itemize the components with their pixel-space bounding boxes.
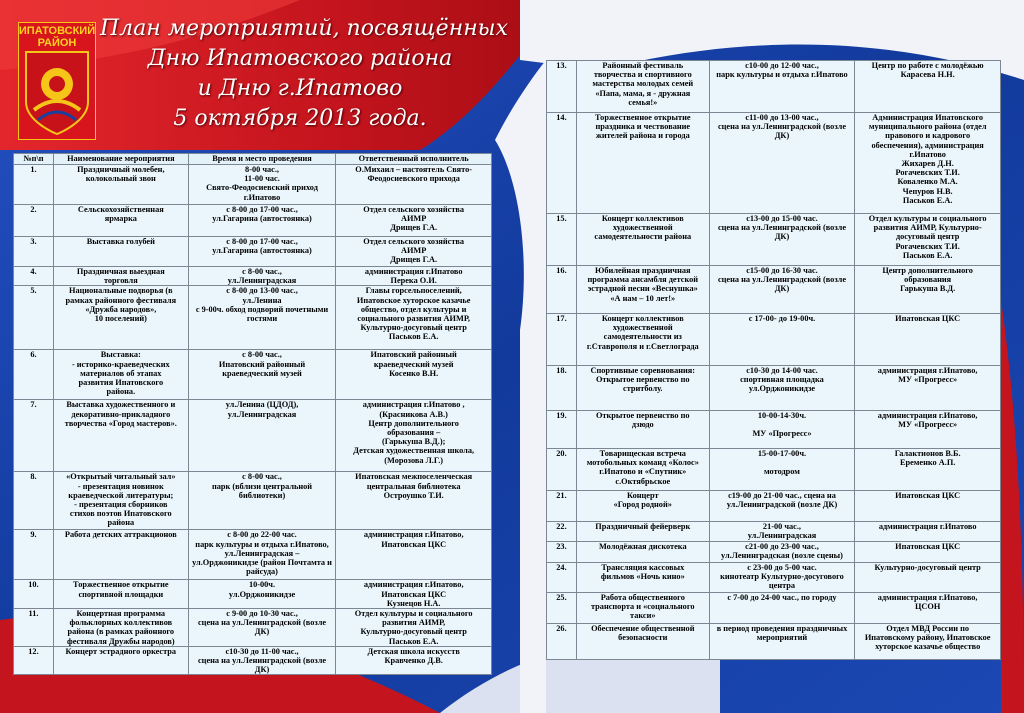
cell-responsible: Культурно-досуговый центр <box>855 563 1001 593</box>
table-row <box>547 61 1001 113</box>
table-row <box>547 113 1001 214</box>
cell-event-name: «Открытый читальный зал» - презентация новинок краеведческой литературы; - презентация сборников стихов поэтов Ипатовского района <box>53 472 188 530</box>
cell-time-place: ул.Ленина (ЦДОД), ул.Ленинградская <box>188 400 336 472</box>
title-line: 5 октября 2013 года. <box>173 106 427 131</box>
cell-responsible: администрация г.Ипатово <box>855 522 1001 542</box>
events-table-left <box>13 153 492 675</box>
cell-number: 1. <box>14 165 54 205</box>
table-row <box>14 237 492 267</box>
cell-responsible: Центр дополнительного образования Гарькуша В.Д. <box>855 266 1001 314</box>
cell-number: 2. <box>14 205 54 237</box>
cell-responsible: О.Михаил – настоятель Свято- Феодосиевского прихода <box>336 165 492 205</box>
cell-event-name: Концертная программа фольклорных коллективов района (в рамках районного фестиваля Дружбы народов) <box>53 609 188 647</box>
table-row <box>547 491 1001 522</box>
cell-event-name: Работа детских аттракционов <box>53 530 188 580</box>
cell-event-name: Трансляция кассовых фильмов «Ночь кино» <box>576 563 709 593</box>
cell-number: 10. <box>14 580 54 609</box>
cell-number: 5. <box>14 286 54 350</box>
cell-responsible: администрация г.Ипатово, Ипатовская ЦКС Кузнецов Н.А. <box>336 580 492 609</box>
cell-time-place: с 8-00 час., ул.Ленинградская <box>188 267 336 286</box>
cell-event-name: Выставка голубей <box>53 237 188 267</box>
table-row <box>547 314 1001 366</box>
table-row <box>14 580 492 609</box>
cell-responsible: Детская школа искусств Кравченко Д.В. <box>336 646 492 675</box>
cell-event-name: Юбилейная праздничная программа ансамбля детской эстрадной песни «Веснушка» «А нам – 10 лет!» <box>576 266 709 314</box>
table-row <box>547 624 1001 660</box>
cell-responsible: Отдел культуры и социального развития АИМР, Культурно-досуговый центр Паськов Е.А. <box>336 609 492 647</box>
cell-time-place: 21-00 час., ул.Ленинградская <box>709 522 855 542</box>
table-row <box>14 400 492 472</box>
header-number: №п\п <box>14 154 54 165</box>
cell-responsible: Отдел МВД России по Ипатовскому району, Ипатовское хуторское казачье общество <box>855 624 1001 660</box>
cell-responsible: Администрация Ипатовского муниципального района (отдел правового и кадрового обеспечения), администрация г.Ипатово Жихарев Д.Н. Рогачевских Т.И. Коваленко М.А. Чепуров Н.В. Паськов Е.А. <box>855 113 1001 214</box>
cell-time-place: с15-00 до 16-30 час. сцена на ул.Ленинградской (возле ДК) <box>709 266 855 314</box>
cell-time-place: с 8-00 до 13-00 час., ул.Ленина с 9-00ч. обход подворий почетными гостями <box>188 286 336 350</box>
table-row <box>14 165 492 205</box>
cell-number: 16. <box>547 266 577 314</box>
cell-event-name: Концерт эстрадного оркестра <box>53 646 188 675</box>
table-header-row <box>14 154 492 165</box>
cell-event-name: Концерт коллективов художественной самодеятельности района <box>576 214 709 266</box>
cell-event-name: Открытое первенство по дзюдо <box>576 411 709 449</box>
cell-number: 8. <box>14 472 54 530</box>
cell-responsible: Ипатовский районный краеведческий музей Косенко В.Н. <box>336 350 492 400</box>
events-table-right <box>546 60 1001 660</box>
cell-time-place: с 8-00 час., Ипатовский районный краеведческий музей <box>188 350 336 400</box>
cell-number: 21. <box>547 491 577 522</box>
cell-time-place: с 17-00- до 19-00ч. <box>709 314 855 366</box>
title-line: План мероприятий, посвящённых <box>100 16 509 41</box>
cell-event-name: Концерт «Город родной» <box>576 491 709 522</box>
cell-responsible: Ипатовская ЦКС <box>855 542 1001 563</box>
cell-time-place: с 7-00 до 24-00 час., по городу <box>709 593 855 624</box>
cell-time-place: с 8-00 до 22-00 час. парк культуры и отдыха г.Ипатово, ул.Ленинградская – ул.Орджоникидзе (район Почтамта и райсуда) <box>188 530 336 580</box>
emblem-label-bottom: РАЙОН <box>37 37 77 49</box>
cell-event-name: Обеспечение общественной безопасности <box>576 624 709 660</box>
cell-responsible: Отдел культуры и социального развития АИМР, Культурно- досуговый центр Рогачевских Т.И. Паськов Е.А. <box>855 214 1001 266</box>
cell-responsible: администрация г.Ипатово , (Красникова А.В.) Центр дополнительного образования – (Гарькуша В.Д.); Детская художественная школа, (Морозова Л.Г.) <box>336 400 492 472</box>
cell-number: 14. <box>547 113 577 214</box>
cell-number: 15. <box>547 214 577 266</box>
cell-number: 18. <box>547 366 577 411</box>
table-row <box>14 350 492 400</box>
cell-event-name: Торжественное открытие праздника и чествование жителей района и города <box>576 113 709 214</box>
table-row <box>14 609 492 647</box>
cell-number: 24. <box>547 563 577 593</box>
cell-time-place: 8-00 час., 11-00 час. Свято-Феодосиевский приход г.Ипатово <box>188 165 336 205</box>
cell-responsible: Главы горсельпоселений, Ипатовское хуторское казачье общество, отдел культуры и социального развития АИМР, Культурно-досуговый центр Паськов Е.А. <box>336 286 492 350</box>
table-row <box>14 646 492 675</box>
cell-number: 23. <box>547 542 577 563</box>
cell-time-place: с 8-00 до 17-00 час., ул.Гагарина (автостоянка) <box>188 205 336 237</box>
cell-time-place: с 9-00 до 10-30 час., сцена на ул.Ленинградской (возле ДК) <box>188 609 336 647</box>
table-row <box>547 366 1001 411</box>
cell-event-name: Молодёжная дискотека <box>576 542 709 563</box>
cell-responsible: администрация г.Ипатово, МУ «Прогресс» <box>855 366 1001 411</box>
table-row <box>14 267 492 286</box>
table-row <box>547 593 1001 624</box>
cell-responsible: Галактионов В.Б. Еременко А.П. <box>855 449 1001 491</box>
cell-event-name: Праздничная выездная торговля <box>53 267 188 286</box>
cell-event-name: Праздничный молебен, колокольный звон <box>53 165 188 205</box>
cell-time-place: с10-30 до 11-00 час., сцена на ул.Ленинградской (возле ДК) <box>188 646 336 675</box>
header-responsible: Ответственный исполнитель <box>336 154 492 165</box>
cell-number: 9. <box>14 530 54 580</box>
cell-responsible: Ипатовская ЦКС <box>855 314 1001 366</box>
header-time-place: Время и место проведения <box>188 154 336 165</box>
cell-time-place: с10-30 до 14-00 час. спортивная площадка ул.Орджоникидзе <box>709 366 855 411</box>
cell-responsible: администрация г.Ипатово, ЦСОН <box>855 593 1001 624</box>
cell-number: 22. <box>547 522 577 542</box>
header-event-name: Наименование мероприятия <box>53 154 188 165</box>
district-emblem <box>18 22 96 140</box>
cell-event-name: Праздничный фейерверк <box>576 522 709 542</box>
cell-time-place: с19-00 до 21-00 час., сцена на ул.Ленинградской (возле ДК) <box>709 491 855 522</box>
title-line: и Дню г.Ипатово <box>197 76 403 101</box>
cell-responsible: Отдел сельского хозяйства АИМР Дрищев Г.А. <box>336 237 492 267</box>
cell-event-name: Товарищеская встреча мотобольных команд «Колос» г.Ипатово и «Спутник» с.Октябрьское <box>576 449 709 491</box>
cell-event-name: Выставка: - историко-краеведческих материалов об этапах развития Ипатовского района. <box>53 350 188 400</box>
cell-time-place: в период проведения праздничных мероприятий <box>709 624 855 660</box>
table-row <box>547 449 1001 491</box>
table-row <box>547 411 1001 449</box>
table-row <box>547 214 1001 266</box>
page-title <box>100 14 509 134</box>
cell-number: 12. <box>14 646 54 675</box>
cell-event-name: Национальные подворья (в рамках районного фестиваля «Дружба народов», 10 поселений) <box>53 286 188 350</box>
cell-time-place: с 8-00 до 17-00 час., ул.Гагарина (автостоянка) <box>188 237 336 267</box>
cell-responsible: администрация г.Ипатово, Ипатовская ЦКС <box>336 530 492 580</box>
cell-time-place: 10-00ч. ул.Орджоникидзе <box>188 580 336 609</box>
cell-time-place: с13-00 до 15-00 час. сцена на ул.Ленинградской (возле ДК) <box>709 214 855 266</box>
cell-number: 11. <box>14 609 54 647</box>
table-row <box>547 266 1001 314</box>
table-row <box>14 286 492 350</box>
cell-responsible: администрация г.Ипатово, МУ «Прогресс» <box>855 411 1001 449</box>
cell-number: 13. <box>547 61 577 113</box>
cell-time-place: с11-00 до 13-00 час., сцена на ул.Ленинградской (возле ДК) <box>709 113 855 214</box>
cell-time-place: с 8-00 час., парк (вблизи центральной библиотеки) <box>188 472 336 530</box>
cell-responsible: Центр по работе с молодёжью Карасева Н.Н. <box>855 61 1001 113</box>
cell-event-name: Сельскохозяйственная ярмарка <box>53 205 188 237</box>
cell-number: 20. <box>547 449 577 491</box>
cell-event-name: Концерт коллективов художественной самодеятельности из г.Ставрополя и г.Светлограда <box>576 314 709 366</box>
cell-event-name: Районный фестиваль творчества и спортивного мастерства молодых семей «Папа, мама, я - дружная семья!» <box>576 61 709 113</box>
cell-event-name: Выставка художественного и декоративно-прикладного творчества «Город мастеров». <box>53 400 188 472</box>
cell-responsible: Ипатовская межпоселенческая центральная библиотека Остроушко Т.И. <box>336 472 492 530</box>
cell-number: 3. <box>14 237 54 267</box>
cell-time-place: с 23-00 до 5-00 час. кинотеатр Культурно-досугового центра <box>709 563 855 593</box>
table-row <box>14 530 492 580</box>
cell-time-place: с10-00 до 12-00 час., парк культуры и отдыха г.Ипатово <box>709 61 855 113</box>
table-row <box>547 542 1001 563</box>
table-row <box>547 563 1001 593</box>
cell-time-place: 10-00-14-30ч. МУ «Прогресс» <box>709 411 855 449</box>
cell-event-name: Работа общественного транспорта и «социального такси» <box>576 593 709 624</box>
cell-event-name: Торжественное открытие спортивной площадки <box>53 580 188 609</box>
table-row <box>14 205 492 237</box>
cell-time-place: 15-00-17-00ч. мотодром <box>709 449 855 491</box>
cell-responsible: Ипатовская ЦКС <box>855 491 1001 522</box>
cell-number: 6. <box>14 350 54 400</box>
cell-number: 19. <box>547 411 577 449</box>
cell-responsible: Отдел сельского хозяйства АИМР Дрищев Г.А. <box>336 205 492 237</box>
cell-number: 26. <box>547 624 577 660</box>
title-line: Дню Ипатовского района <box>147 46 453 71</box>
cell-number: 17. <box>547 314 577 366</box>
cell-number: 7. <box>14 400 54 472</box>
cell-time-place: с21-00 до 23-00 час., ул.Ленинградская (возле сцены) <box>709 542 855 563</box>
cell-responsible: администрация г.Ипатово Перека О.И. <box>336 267 492 286</box>
table-row <box>547 522 1001 542</box>
emblem-label-top: ИПАТОВСКИЙ <box>18 25 96 37</box>
cell-event-name: Спортивные соревнования: Открытое первенство по стритболу. <box>576 366 709 411</box>
cell-number: 25. <box>547 593 577 624</box>
cell-number: 4. <box>14 267 54 286</box>
table-row <box>14 472 492 530</box>
